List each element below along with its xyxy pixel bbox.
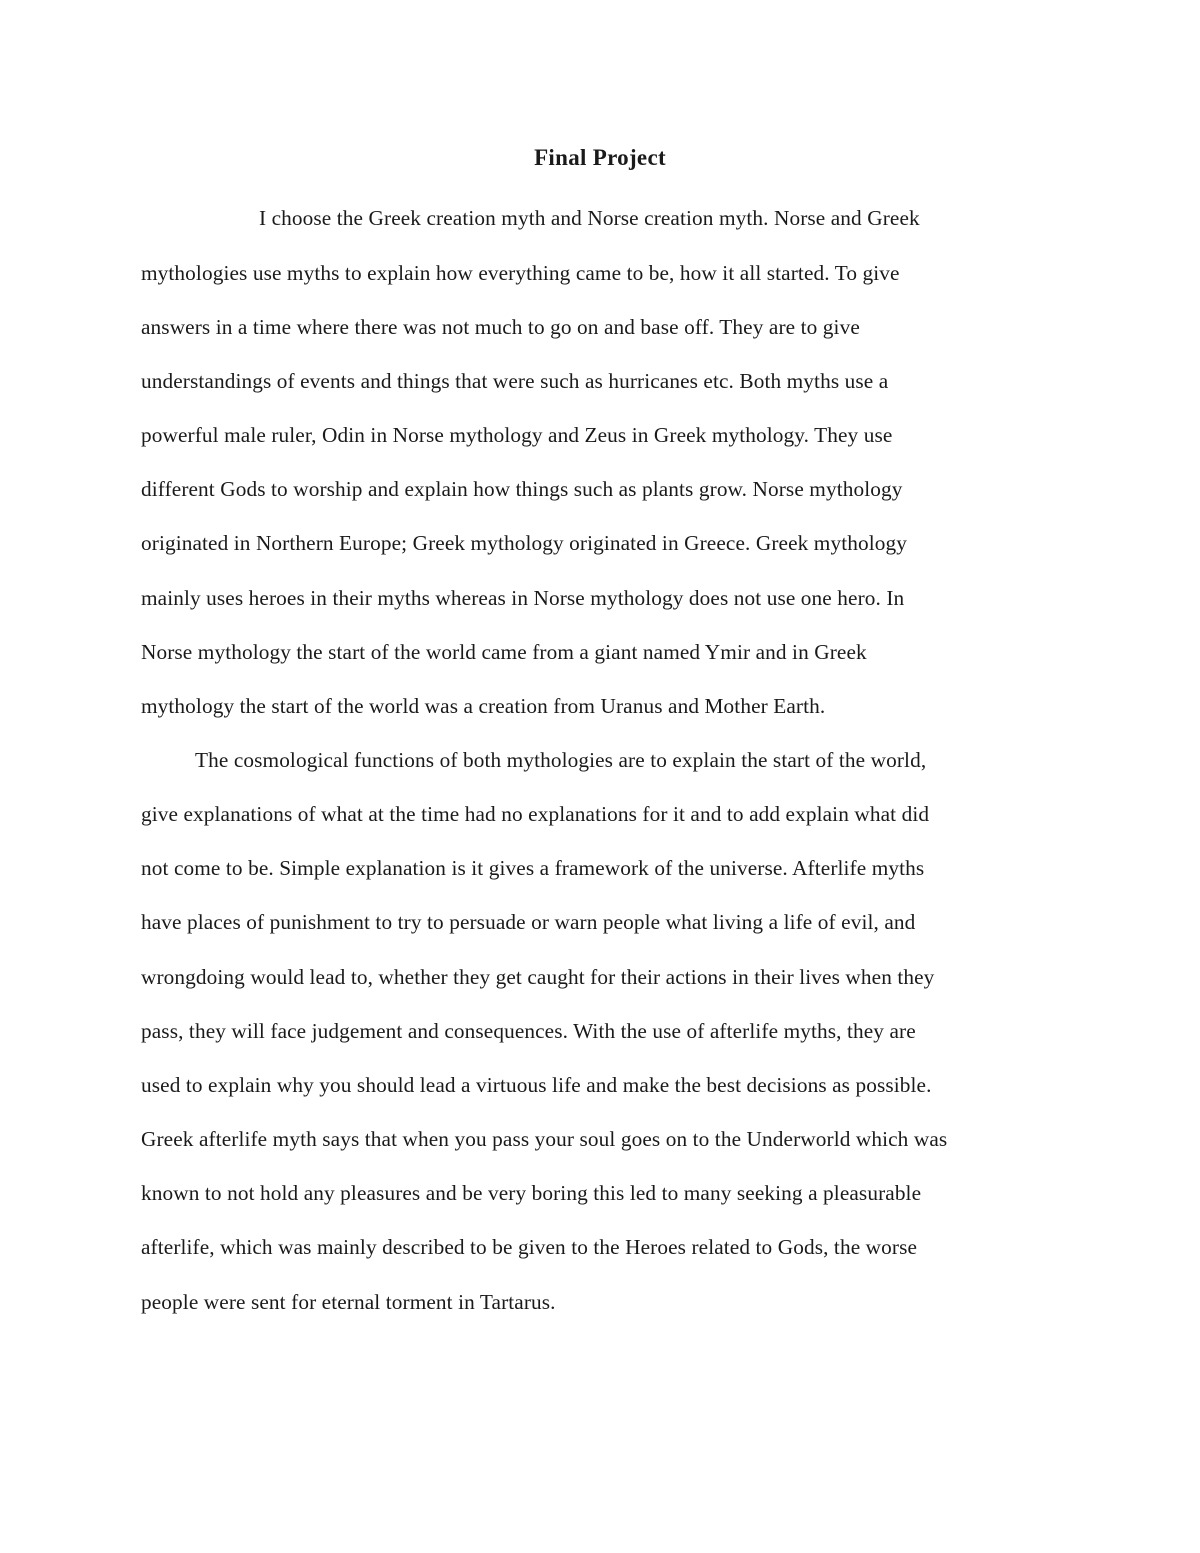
paragraph-line: mythologies use myths to explain how everything came to be, how it all started. To give bbox=[141, 261, 900, 285]
paragraph-line: originated in Northern Europe; Greek mythology originated in Greece. Greek mythology bbox=[141, 531, 907, 555]
document-title: Final Project bbox=[534, 145, 666, 170]
paragraph-line: known to not hold any pleasures and be very boring this led to many seeking a pleasurable bbox=[141, 1181, 922, 1205]
paragraph-line: different Gods to worship and explain how things such as plants grow. Norse mythology bbox=[141, 477, 903, 501]
paragraph-line: answers in a time where there was not much to go on and base off. They are to give bbox=[141, 315, 860, 339]
paragraph-line: used to explain why you should lead a virtuous life and make the best decisions as possible. bbox=[141, 1073, 932, 1097]
paragraph-line: have places of punishment to try to persuade or warn people what living a life of evil, and bbox=[141, 910, 916, 934]
paragraph-line: wrongdoing would lead to, whether they get caught for their actions in their lives when they bbox=[141, 965, 935, 989]
paragraph-line: pass, they will face judgement and consequences. With the use of afterlife myths, they are bbox=[141, 1019, 916, 1043]
paragraph-line: not come to be. Simple explanation is it gives a framework of the universe. Afterlife myths bbox=[141, 856, 925, 880]
paragraph-line: Norse mythology the start of the world came from a giant named Ymir and in Greek bbox=[141, 640, 867, 664]
paragraph-line: I choose the Greek creation myth and Norse creation myth. Norse and Greek bbox=[259, 206, 920, 230]
paragraph-line: understandings of events and things that were such as hurricanes etc. Both myths use a bbox=[141, 369, 889, 393]
paragraph-line: give explanations of what at the time had no explanations for it and to add explain what did bbox=[141, 802, 930, 826]
paragraph-line: mythology the start of the world was a creation from Uranus and Mother Earth. bbox=[141, 694, 826, 718]
paragraph-line: The cosmological functions of both mythologies are to explain the start of the world, bbox=[195, 748, 927, 772]
paragraph-line: people were sent for eternal torment in Tartarus. bbox=[141, 1290, 556, 1314]
paragraph-line: Greek afterlife myth says that when you pass your soul goes on to the Underworld which was bbox=[141, 1127, 948, 1151]
paragraph-line: afterlife, which was mainly described to be given to the Heroes related to Gods, the worse bbox=[141, 1235, 918, 1259]
paragraph-line: mainly uses heroes in their myths whereas in Norse mythology does not use one hero. In bbox=[141, 586, 905, 610]
paragraph-line: powerful male ruler, Odin in Norse mythology and Zeus in Greek mythology. They use bbox=[141, 423, 893, 447]
